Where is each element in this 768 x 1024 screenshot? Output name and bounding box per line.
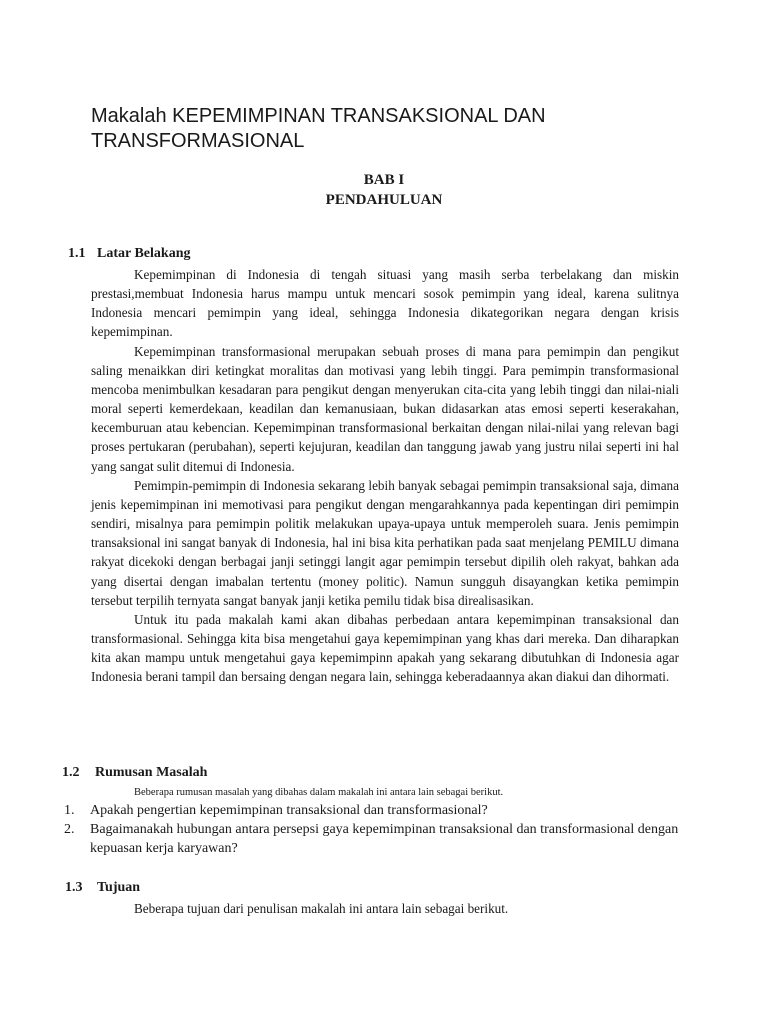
rumusan-list: [64, 801, 684, 858]
list-item: [64, 820, 684, 858]
latar-belakang-body: [91, 265, 679, 686]
paragraph-2: Kepemimpinan transformasional merupakan sebuah proses di mana para pemimpin dan pengikut saling menaikkan diri ketingkat moralitas dan motivasi yang lebih tinggi. Para pemimpin transformasional mencoba menimbulkan kesadaran para pengikut dengan menyerukan cita-cita yang lebih tinggi dan nilai-niali moral seperti kemerdekaan, keadilan dan kemanusiaan, bukan didasarkan atas emosi seperti keserakahan, kecemburuan atau kebencian. Kepemimpinan transformasional berkaitan dengan nilai-nilai yang relevan bagi proses pertukaran (perubahan), seperti kejujuran, keadilan dan tanggung jawab yang justru nilai seperti ini hal yang sangat sulit ditemui di Indonesia.: [91, 343, 679, 474]
rumusan-intro: Beberapa rumusan masalah yang dibahas dalam makalah ini antara lain sebagai berikut.: [134, 787, 504, 798]
section-heading-latar-belakang: [68, 245, 190, 263]
chapter-name: PENDAHULUAN: [325, 192, 443, 208]
section-number: 1.2: [62, 765, 80, 780]
paragraph-1: Kepemimpinan di Indonesia di tengah situasi yang masih serba terbelakang dan miskin prestasi,membuat Indonesia harus mampu untuk mencari sosok pemimpin yang ideal, karena sulitnya Indonesia mencari pemimpin yang ideal, sehingga Indonesia dikategorikan negara dengan krisis kepemimpinan.: [91, 267, 679, 340]
list-item: [64, 801, 684, 820]
section-title: Tujuan: [97, 880, 141, 895]
tujuan-intro: Beberapa tujuan dari penulisan makalah ini antara lain sebagai berikut.: [134, 901, 509, 916]
section-title: Latar Belakang: [97, 246, 191, 261]
section-heading-tujuan: [65, 879, 140, 897]
section-heading-rumusan-masalah: [62, 764, 207, 782]
section-number: 1.3: [65, 880, 83, 895]
list-item-text: Bagaimanakah hubungan antara persepsi gaya kepemimpinan transaksional dan transformasional dengan kepuasan kerja karyawan?: [90, 822, 679, 856]
section-number: 1.1: [68, 246, 86, 261]
document-title: Makalah KEPEMIMPINAN TRANSAKSIONAL DAN TRANSFORMASIONAL: [91, 105, 546, 152]
paragraph-3: Pemimpin-pemimpin di Indonesia sekarang lebih banyak sebagai pemimpin transaksional saja, dimana jenis kepemimpinan ini memotivasi para pengikut dengan mengarahkannya pada kepentingan diri pemimpin sendiri, misalnya para pemimpin politik melakukan upaya-upaya untuk memperoleh suara. Jenis pemimpin transaksional ini sangat banyak di Indonesia, hal ini bisa kita perhatikan pada saat menjelang PEMILU dimana rakyat dicekoki dengan berbagai janji setinggi langit agar pemimpin tersebut dipilih oleh rakyat, bahkan ada yang disertai dengan imabalan tertentu (money politic). Namun sungguh disayangkan ketika pemimpin tersebut terpilih ternyata sangat banyak janji ketika pemilu tidak bisa direalisasikan.: [91, 477, 679, 608]
section-title: Rumusan Masalah: [95, 765, 208, 780]
list-item-number: 2.: [64, 822, 75, 837]
list-item-number: 1.: [64, 803, 75, 818]
paragraph-4: Untuk itu pada makalah kami akan dibahas perbedaan antara kepemimpinan transaksional dan transformasional. Sehingga kita bisa mengetahui gaya kepemimpinan yang khas dari mereka. Dan diharapkan kita akan mampu untuk mengetahui gaya kepemimpinn apakah yang sekarang dibutuhkan di Indonesia agar Indonesia berani tampil dan bersaing dengan negara lain, sehingga keberadaannya akan diakui dan dihormati.: [91, 611, 679, 685]
chapter-label: BAB I: [363, 172, 405, 188]
list-item-text: Apakah pengertian kepemimpinan transaksional dan transformasional?: [90, 803, 488, 818]
